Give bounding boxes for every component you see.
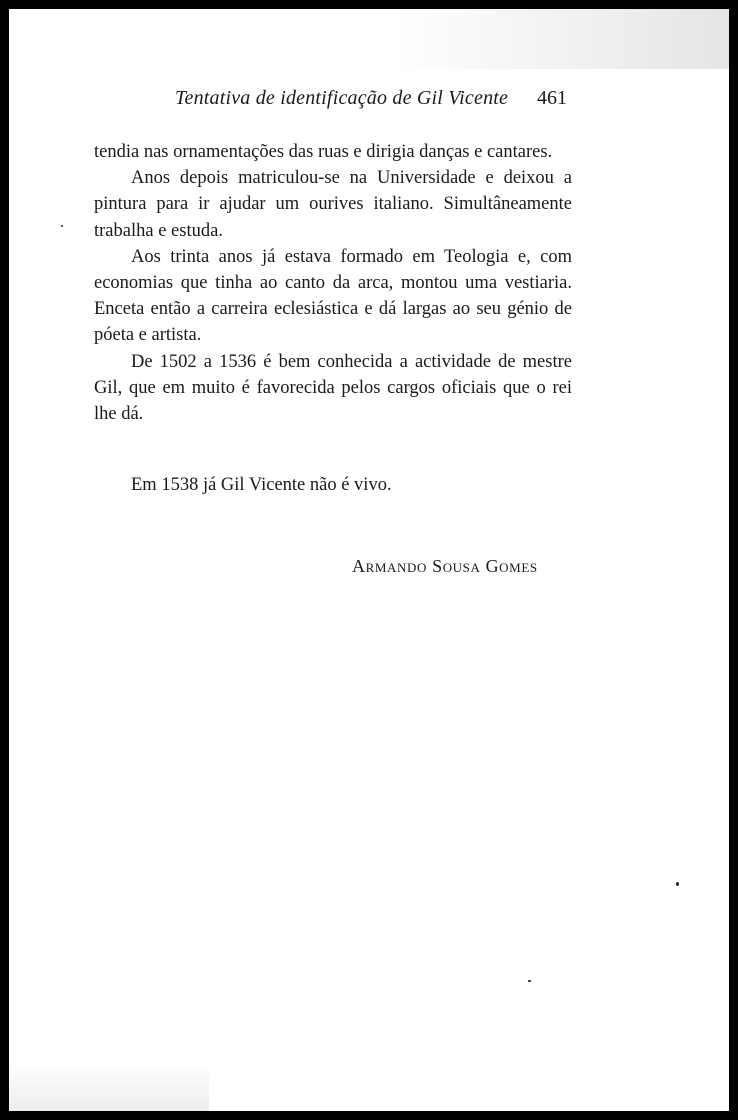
page-edge-shadow-bottom [9,1061,209,1111]
book-page [9,9,729,1111]
running-title: Tentativa de identificação de Gil Vicente [175,87,509,109]
author-signature: Armando Sousa Gomes [352,556,538,576]
body-text [94,139,572,427]
paragraph-2: Anos depois matriculou-se na Universidade e deixou a pintura para ir ajudar um ourives italiano. Simultâneamente trabalha e estuda. [94,168,572,241]
running-header [9,87,729,117]
paragraph-3: Aos trinta anos já estava formado em Teologia e, com economias que tinha ao canto da arca, montou uma vestiaria. Enceta então a carreira eclesiástica e dá largas ao seu génio de póeta e artista. [94,246,572,346]
paragraph-1: tendia nas ornamentações das ruas e dirigia danças e cantares. [94,142,553,162]
paragraph-4: De 1502 a 1536 é bem conhecida a actividade de mestre Gil, que em muito é favorecida pelos cargos oficiais que o rei lhe dá. [94,351,572,425]
scan-speck [528,980,531,982]
closing-line: Em 1538 já Gil Vicente não é vivo. [131,475,392,495]
page-edge-shadow [389,9,729,69]
scan-speck [61,225,63,227]
scan-speck [676,882,679,886]
page-number: 461 [537,87,567,109]
